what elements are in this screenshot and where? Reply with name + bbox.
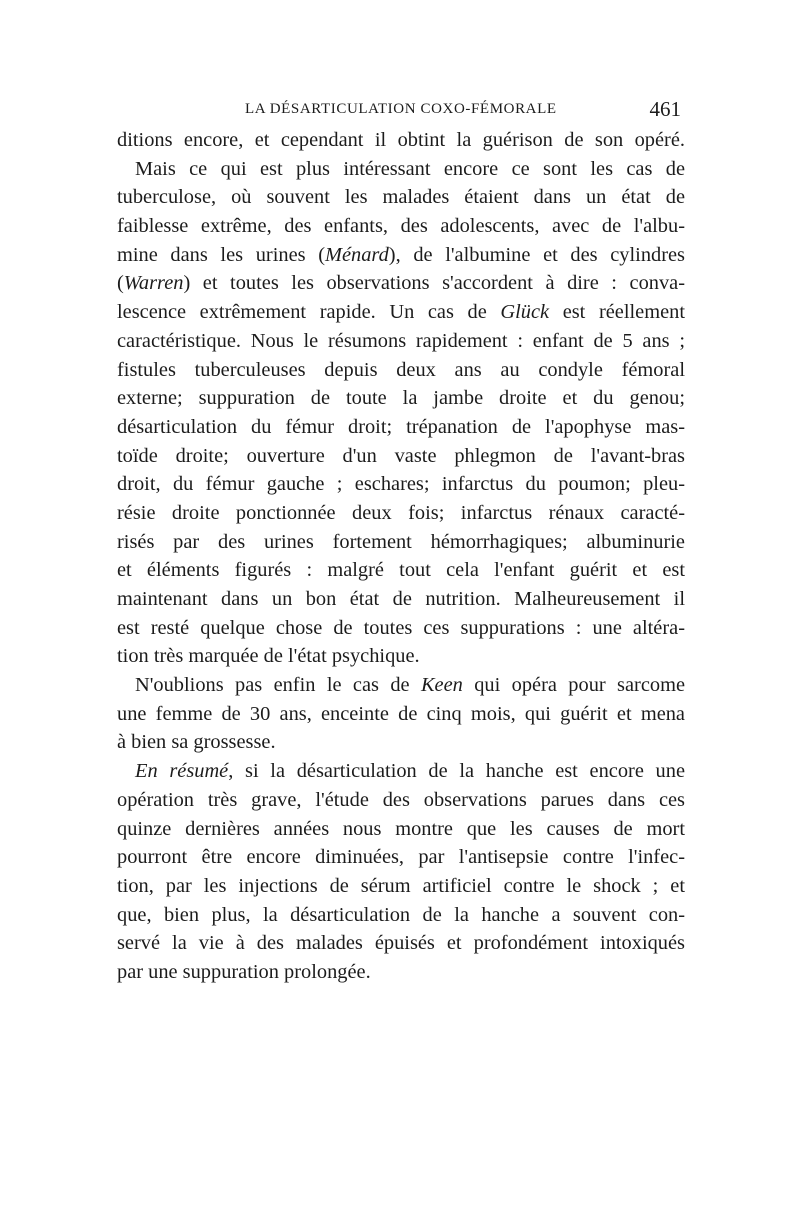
text-line xyxy=(117,642,685,671)
text-line xyxy=(117,528,685,557)
text-segment: mine dans les urines ( xyxy=(117,243,325,266)
text-segment: N'oublions pas enfin le cas de xyxy=(135,674,421,697)
text-segment: risés par des urines fortement hémorrhagiques; albuminurie xyxy=(117,530,685,553)
text-line xyxy=(117,212,685,241)
text-segment: , si la désarticulation de la hanche est encore une xyxy=(228,760,685,783)
text-segment: tion, par les injections de sérum artificiel contre le shock ; et xyxy=(117,874,685,897)
text-segment: est réellement xyxy=(549,301,685,324)
text-segment: ) et toutes les observations s'accordent à dire : conva- xyxy=(183,272,685,295)
text-segment: faiblesse extrême, des enfants, des adolescents, avec de l'albu- xyxy=(117,215,685,238)
text-segment: fistules tuberculeuses depuis deux ans au condyle fémoral xyxy=(117,358,685,381)
text-line xyxy=(117,585,685,614)
text-line xyxy=(117,413,685,442)
text-segment: désarticulation du fémur droit; trépanation de l'apophyse mas- xyxy=(117,415,685,438)
text-segment: externe; suppuration de toute la jambe droite et du genou; xyxy=(117,387,685,410)
text-line xyxy=(117,442,685,471)
text-line xyxy=(117,671,685,700)
text-segment: tuberculose, où souvent les malades étaient dans un état de xyxy=(117,186,685,209)
text-line xyxy=(117,241,685,270)
text-line xyxy=(117,815,685,844)
text-line xyxy=(117,901,685,930)
text-line xyxy=(117,556,685,585)
text-segment: ), de l'albumine et des cylindres xyxy=(388,243,685,266)
text-line xyxy=(117,929,685,958)
text-line xyxy=(117,614,685,643)
text-segment: caractéristique. Nous le résumons rapidement : enfant de 5 ans ; xyxy=(117,329,685,352)
text-segment: tion très marquée de l'état psychique. xyxy=(117,645,420,668)
text-segment: et éléments figurés : malgré tout cela l'enfant guérit et est xyxy=(117,559,685,582)
text-line xyxy=(117,183,685,212)
body-text xyxy=(117,126,685,987)
italic-name: Keen xyxy=(420,674,463,697)
text-line xyxy=(117,499,685,528)
text-segment: est resté quelque chose de toutes ces suppurations : une altéra- xyxy=(117,616,685,639)
text-segment: que, bien plus, la désarticulation de la hanche a souvent con- xyxy=(117,903,685,926)
text-segment: servé la vie à des malades épuisés et profondément intoxiqués xyxy=(117,932,685,955)
text-segment: droit, du fémur gauche ; eschares; infarctus du poumon; pleu- xyxy=(117,473,685,496)
text-line xyxy=(117,155,685,184)
running-title: LA DÉSARTICULATION COXO-FÉMORALE xyxy=(245,101,557,117)
text-segment: ditions encore, et cependant il obtint la guérison de son opéré. xyxy=(117,129,685,151)
text-line xyxy=(117,843,685,872)
italic-name: Ménard xyxy=(324,243,389,266)
text-segment: par une suppuration prolongée. xyxy=(117,960,371,983)
page-header xyxy=(117,97,685,125)
text-line xyxy=(117,384,685,413)
text-line xyxy=(117,327,685,356)
text-line xyxy=(117,728,685,757)
italic-name: Warren xyxy=(123,272,184,295)
text-line xyxy=(117,356,685,385)
text-line xyxy=(117,786,685,815)
text-segment: qui opéra pour sarcome xyxy=(462,674,685,697)
text-line xyxy=(117,757,685,786)
text-segment: Mais ce qui est plus intéressant encore ce sont les cas de xyxy=(135,157,685,180)
text-line xyxy=(117,872,685,901)
text-segment: ( xyxy=(117,272,124,295)
text-line xyxy=(117,470,685,499)
text-line xyxy=(117,298,685,327)
page-number: 461 xyxy=(649,97,681,121)
text-segment: une femme de 30 ans, enceinte de cinq mois, qui guérit et mena xyxy=(117,702,685,725)
text-line xyxy=(117,269,685,298)
text-segment: résie droite ponctionnée deux fois; infarctus rénaux caracté- xyxy=(117,501,685,524)
text-line xyxy=(117,126,685,155)
italic-name: En résumé xyxy=(135,760,229,783)
text-line xyxy=(117,958,685,987)
text-segment: maintenant dans un bon état de nutrition. Malheureusement il xyxy=(117,588,685,610)
text-segment: à bien sa grossesse. xyxy=(117,731,276,754)
text-segment: quinze dernières années nous montre que les causes de mort xyxy=(117,817,685,840)
text-segment: lescence extrêmement rapide. Un cas de xyxy=(117,301,501,324)
text-segment: toïde droite; ouverture d'un vaste phlegmon de l'avant-bras xyxy=(117,444,685,467)
text-line xyxy=(117,700,685,729)
italic-name: Glück xyxy=(500,301,550,324)
text-segment: opération très grave, l'étude des observations parues dans ces xyxy=(117,788,685,811)
text-segment: pourront être encore diminuées, par l'antisepsie contre l'infec- xyxy=(117,846,685,869)
